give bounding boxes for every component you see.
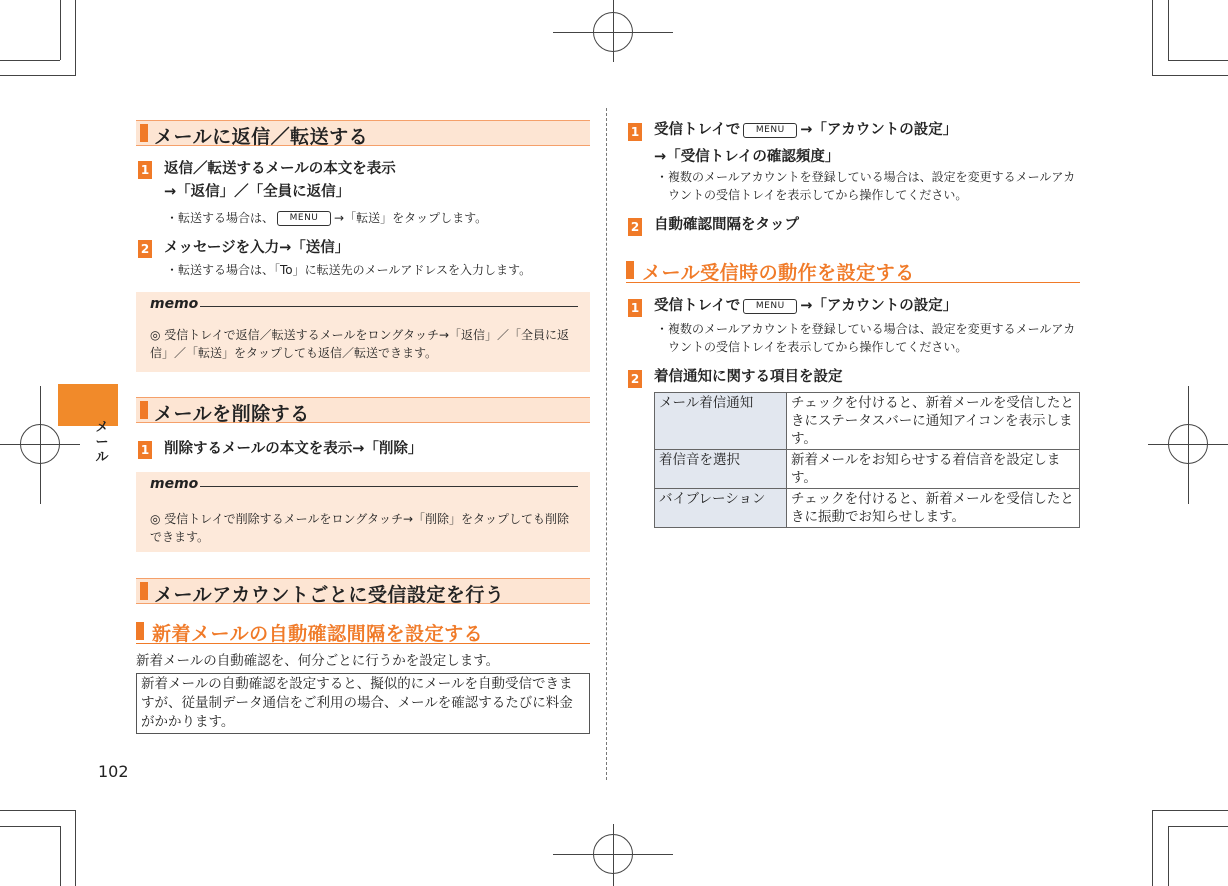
step-number: 1	[628, 299, 642, 317]
memo-rule	[200, 486, 578, 487]
step-text: 自動確認間隔をタップ	[654, 217, 799, 233]
crop-mark	[0, 810, 76, 811]
chapter-label: メール	[95, 420, 109, 465]
table-value: 新着メールをお知らせする着信音を設定します。	[787, 450, 1080, 489]
memo-text: ◎ 受信トレイで返信／転送するメールをロングタッチ→「返信」／「全員に返信」／「転送」をタップしても返信／転送できます。	[150, 328, 570, 360]
crop-mark	[0, 826, 60, 827]
section-heading-receive-behavior: メール受信時の動作を設定する	[626, 257, 1080, 283]
table-row	[655, 450, 1080, 489]
step-text: 受信トレイで MENU →「アカウントの設定」 →「受信トレイの確認頻度」	[654, 122, 958, 165]
intro-paragraph: 新着メールの自動確認を、何分ごとに行うかを設定します。	[136, 653, 500, 669]
crop-mark	[60, 826, 61, 886]
section-heading-reply-forward: メールに返信／転送する	[136, 120, 590, 146]
menu-key-icon: MENU	[277, 211, 331, 226]
step-number: 2	[628, 218, 642, 236]
table-key: メール着信通知	[655, 393, 787, 450]
step-text: メッセージを入力→「送信」	[164, 240, 350, 256]
table-row	[655, 393, 1080, 450]
crop-mark	[60, 0, 61, 60]
memo-text: ◎ 受信トレイで削除するメールをロングタッチ→「削除」をタップしても削除できます。	[150, 512, 570, 544]
step-number: 2	[138, 240, 152, 258]
crop-mark	[1168, 0, 1169, 60]
memo-box	[136, 292, 590, 372]
step-number: 2	[628, 370, 642, 388]
step-text: 着信通知に関する項目を設定	[654, 369, 843, 385]
table-key: 着信音を選択	[655, 450, 787, 489]
step-text: 返信／転送するメールの本文を表示 →「返信」／「全員に返信」	[164, 161, 396, 200]
crop-mark	[1168, 60, 1228, 61]
step-number: 1	[138, 161, 152, 179]
page-number: 102	[98, 762, 129, 781]
step-text: 受信トレイで MENU →「アカウントの設定」	[654, 298, 958, 314]
table-key: バイブレーション	[655, 489, 787, 528]
section-heading-delete: メールを削除する	[136, 397, 590, 423]
crop-mark	[1152, 810, 1153, 886]
column-divider	[606, 108, 607, 780]
step-text: 削除するメールの本文を表示→「削除」	[164, 441, 423, 457]
registration-line	[613, 0, 614, 62]
registration-line	[613, 824, 614, 886]
settings-table	[654, 392, 1080, 528]
subsection-heading-auto-check: 新着メールの自動確認間隔を設定する	[136, 618, 590, 644]
memo-rule	[200, 306, 578, 307]
registration-line	[1188, 386, 1189, 504]
table-value: チェックを付けると、新着メールを受信したときに振動でお知らせします。	[787, 489, 1080, 528]
crop-mark	[0, 75, 76, 76]
table-value: チェックを付けると、新着メールを受信したときにステータスバーに通知アイコンを表示します。	[787, 393, 1080, 450]
crop-mark	[1152, 75, 1228, 76]
bullet-note: ・ 転送する場合は、「To」に転送先のメールアドレスを入力します。	[166, 263, 532, 277]
memo-label: memo	[150, 476, 199, 492]
bullet-note: ・ 転送する場合は、 MENU →「転送」をタップします。	[166, 211, 488, 225]
memo-box	[136, 472, 590, 552]
menu-key-icon: MENU	[743, 123, 797, 138]
bullet-note: ・ 複数のメールアカウントを登録している場合は、設定を変更するメールアカウントの受信トレイを表示してから操作してください。	[656, 170, 1076, 202]
step-number: 1	[138, 441, 152, 459]
section-heading-account-settings: メールアカウントごとに受信設定を行う	[136, 578, 590, 604]
crop-mark	[1152, 0, 1153, 76]
registration-line	[40, 386, 41, 504]
crop-mark	[75, 0, 76, 76]
crop-mark	[1168, 826, 1228, 827]
caution-box: 新着メールの自動確認を設定すると、擬似的にメールを自動受信できますが、従量制データ通信をご利用の場合、メールを確認するたびに料金がかかります。	[136, 673, 590, 734]
menu-key-icon: MENU	[743, 299, 797, 314]
bullet-note: ・ 複数のメールアカウントを登録している場合は、設定を変更するメールアカウントの受信トレイを表示してから操作してください。	[656, 322, 1076, 354]
crop-mark	[0, 60, 60, 61]
table-row	[655, 489, 1080, 528]
step-number: 1	[628, 123, 642, 141]
crop-mark	[1168, 826, 1169, 886]
crop-mark	[1152, 810, 1228, 811]
memo-label: memo	[150, 296, 199, 312]
crop-mark	[75, 810, 76, 886]
